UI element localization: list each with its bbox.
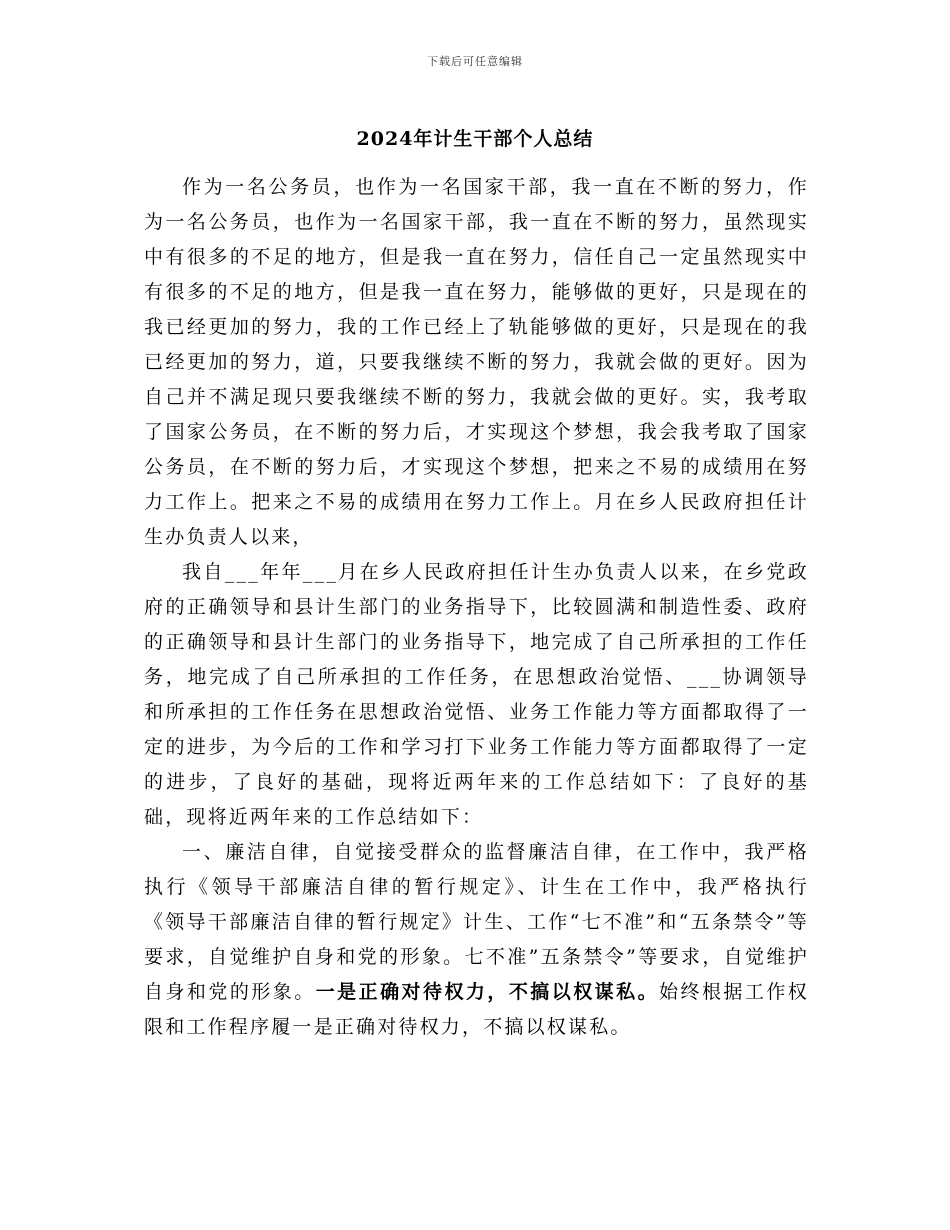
paragraph-3 bbox=[144, 835, 809, 1045]
paragraph-3-bold-text: 一是正确对待权力，不搞以权谋私。 bbox=[315, 981, 660, 1003]
paragraph-3-text: 一、廉洁自律，自觉接受群众的监督廉洁自律，在工作中，我严格执行《领导干部廉洁自律的暂行规定》、计生在工作中，我严格执行《领导干部廉洁自律的暂行规定》计生、工作“七不准”和“五条禁令”等要求，自觉维护自身和党的形象。七不准”五条禁令”等要求，自觉维护自身和党的形象。 bbox=[144, 841, 809, 1003]
document-body bbox=[144, 170, 809, 1045]
paragraph-1: 作为一名公务员，也作为一名国家干部，我一直在不断的努力，作为一名公务员，也作为一名国家干部，我一直在不断的努力，虽然现实中有很多的不足的地方，但是我一直在努力，信任自己一定虽然现实中有很多的不足的地方，但是我一直在努力，能够做的更好，只是现在的我已经更加的努力，我的工作已经上了轨能够做的更好，只是现在的我已经更加的努力，道，只要我继续不断的努力，我就会做的更好。因为自己并不满足现只要我继续不断的努力，我就会做的更好。实，我考取了国家公务员，在不断的努力后，才实现这个梦想，我会我考取了国家公务员，在不断的努力后，才实现这个梦想，把来之不易的成绩用在努力工作上。把来之不易的成绩用在努力工作上。月在乡人民政府担任计生办负责人以来， bbox=[144, 176, 809, 548]
paragraph-3-text-continued: 始终根据工作权限和工作程序履一是正确对待权力，不搞以权谋私。 bbox=[144, 981, 810, 1038]
document-title: 2024年计生干部个人总结 bbox=[356, 128, 594, 150]
paragraph-2: 我自___年年___月在乡人民政府担任计生办负责人以来，在乡党政府的正确领导和县计生部门的业务指导下，比较圆满和制造性委、政府的正确领导和县计生部门的业务指导下，地完成了自己所承担的工作任务，地完成了自己所承担的工作任务，在思想政治觉悟、___协调领导和所承担的工作任务在思想政治觉悟、业务工作能力等方面都取得了一定的进步，为今后的工作和学习打下业务工作能力等方面都取得了一定的进步，了良好的基础，现将近两年来的工作总结如下：了良好的基础，现将近两年来的工作总结如下： bbox=[144, 561, 809, 828]
page-header-note: 下载后可任意编辑 bbox=[427, 55, 523, 68]
